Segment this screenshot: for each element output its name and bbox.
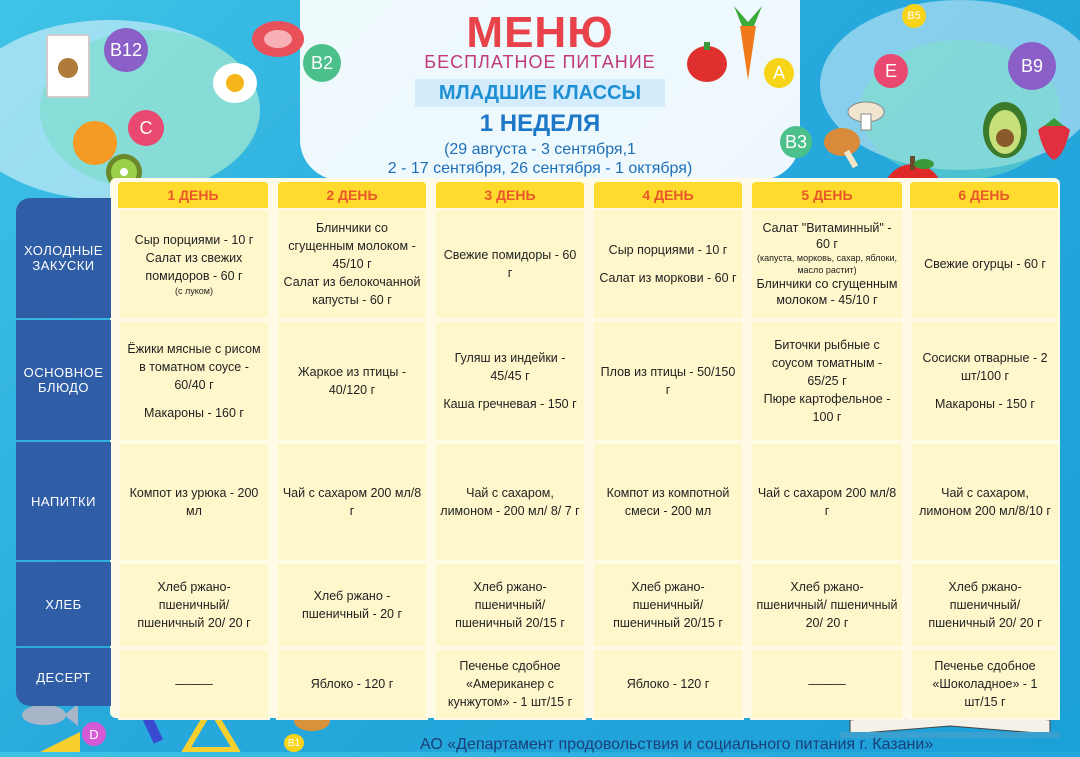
page-title: МЕНЮ [466, 8, 614, 57]
vitamin-b9-label: B9 [1020, 55, 1044, 76]
day-header-label: 6 ДЕНЬ [958, 187, 1010, 203]
cell-main-text: Компот из компотной смеси - 200 мл [606, 486, 730, 518]
cell-extra-text: Салат из свежих помидоров - 60 г [145, 251, 243, 283]
cell-drinks-day6 [910, 442, 1060, 562]
cell-cold-day3 [434, 208, 586, 320]
cell-cold-day2 [276, 208, 428, 320]
vitamin-c-badge [128, 110, 164, 146]
cell-main-text: Хлеб ржано-пшеничный/ пшеничный 20/ 20 г [756, 580, 898, 630]
vitamin-b12-label: B12 [109, 39, 143, 60]
cell-main-text: Биточки рыбные с соусом томатным - 65/25 г [771, 338, 883, 388]
cell-main-text: Хлеб ржано-пшеничный/ пшеничный 20/15 г [455, 580, 565, 630]
vitamin-b12-badge [104, 28, 148, 72]
cell-main-text: Чай с сахаром 200 мл/8 г [282, 486, 422, 518]
cell-dessert-day5 [750, 648, 904, 720]
cell-main-text: Плов из птицы - 50/150 г [600, 365, 736, 397]
day-header-label: 4 ДЕНЬ [642, 187, 694, 203]
day-header-1 [118, 182, 268, 208]
cell-main-text: Блинчики со сгущенным молоком - 45/10 г [288, 221, 416, 271]
cell-drinks-day2 [276, 442, 428, 562]
vitamin-d-label: D [89, 726, 99, 742]
cell-main-text: Ёжики мясные с рисом в томатном соусе - 60/40 г [127, 342, 261, 392]
cell-main-text: Чай с сахаром, лимоном - 200 мл/ 8/ 7 г [440, 486, 580, 518]
day-header-label: 2 ДЕНЬ [326, 187, 378, 203]
row-label-bread [16, 562, 111, 646]
vitamin-b2-badge [303, 44, 341, 82]
vitamin-b3-label: B3 [784, 131, 808, 152]
cell-dessert-day6 [910, 648, 1060, 720]
date-range-line-1: (29 августа - 3 сентября,1 [444, 141, 636, 158]
cell-cold-day4 [592, 208, 744, 320]
cell-main-day2 [276, 320, 428, 442]
footer-organization: АО «Департамент продовольствия и социального питания г. Казани» [420, 736, 934, 753]
cell-main-text: Свежие огурцы - 60 г [924, 257, 1046, 271]
row-label-text: ДЕСЕРТ [36, 669, 91, 685]
vitamin-a-badge [764, 58, 794, 88]
vitamin-b2-label: B2 [310, 52, 334, 73]
cell-main-day5 [750, 320, 904, 442]
row-label-text: ХОЛОДНЫЕ ЗАКУСКИ [24, 243, 103, 273]
cell-main-text: Компот из урюка - 200 мл [129, 486, 259, 518]
row-label-text: НАПИТКИ [31, 493, 96, 509]
cell-main-text: Жаркое из птицы - 40/120 г [297, 365, 406, 397]
cell-extra-text: Макароны - 160 г [144, 406, 244, 420]
cell-dessert-day1 [118, 648, 270, 720]
cell-main-text: Хлеб ржано-пшеничный/ пшеничный 20/15 г [613, 580, 723, 630]
row-label-cold-snacks [16, 198, 111, 318]
avocado-icon [980, 96, 1030, 165]
cell-extra-text: Каша гречневая - 150 г [443, 397, 577, 411]
cell-main-text: Яблоко - 120 г [310, 677, 394, 691]
day-header-label: 3 ДЕНЬ [484, 187, 536, 203]
cell-main-day3 [434, 320, 586, 442]
bell-pepper-icon [684, 40, 730, 89]
vitamin-e-badge [874, 54, 908, 88]
cell-extra-text: Салат из моркови - 60 г [599, 271, 737, 285]
cell-main-text: Хлеб ржано-пшеничный/ пшеничный 20/ 20 г [137, 580, 251, 630]
day-header-5 [752, 182, 902, 208]
vitamin-a-label: A [772, 62, 785, 83]
cell-main-text: Яблоко - 120 г [626, 677, 710, 691]
row-label-text: ХЛЕБ [45, 596, 82, 612]
cell-extra-text: Салат из белокочанной капусты - 60 г [283, 275, 421, 307]
cell-cold-day5 [750, 208, 904, 320]
cell-main-text: Печенье сдобное «Американер с кунжутом» - 1 шт/15 г [447, 659, 573, 709]
milk-carton-icon [46, 34, 90, 98]
date-range-line-2: 2 - 17 сентября, 26 сентября - 1 октября) [387, 160, 693, 177]
row-label-drinks [16, 442, 111, 560]
cell-drinks-day1 [118, 442, 270, 562]
vitamin-b9-badge [1008, 42, 1056, 90]
cell-note-text: (с луком) [175, 286, 213, 296]
vitamin-b5-label: B5 [907, 10, 921, 22]
mushroom-icon [846, 100, 886, 139]
cell-main-text: Печенье сдобное «Шоколадное» - 1 шт/15 г [932, 659, 1038, 709]
vitamin-b3-badge [780, 126, 812, 158]
week-label: 1 НЕДЕЛЯ [479, 110, 601, 137]
cell-main-text: Салат "Витаминный" - 60 г [762, 221, 892, 251]
day-header-6 [910, 182, 1058, 208]
page-subtitle: БЕСПЛАТНОЕ ПИТАНИЕ [424, 52, 656, 72]
cell-cold-day6 [910, 208, 1060, 320]
cell-extra-text: Блинчики со сгущенным молоком - 45/10 г [756, 277, 898, 307]
vitamin-e-label: E [884, 60, 897, 81]
cell-dessert-day3 [434, 648, 586, 720]
cell-bread-day6 [910, 562, 1060, 648]
cell-main-text: Сыр порциями - 10 г [608, 243, 728, 257]
cell-drinks-day5 [750, 442, 904, 562]
cell-dessert-day2 [276, 648, 428, 720]
vitamin-b5-badge [902, 4, 926, 28]
cell-drinks-day3 [434, 442, 586, 562]
cell-extra-text: Пюре картофельное - 100 г [763, 392, 891, 424]
cell-cold-day1 [118, 208, 270, 320]
cell-main-day6 [910, 320, 1060, 442]
cell-main-text: Хлеб ржано-пшеничный/ пшеничный 20/ 20 г [928, 580, 1042, 630]
cell-bread-day4 [592, 562, 744, 648]
row-label-dessert [16, 648, 111, 706]
vitamin-c-label: C [139, 117, 153, 138]
cell-main-text: ——— [808, 677, 846, 691]
cell-main-text: Чай с сахаром 200 мл/8 г [757, 486, 897, 518]
day-header-4 [594, 182, 742, 208]
cell-bread-day3 [434, 562, 586, 648]
cell-main-day4 [592, 320, 744, 442]
cell-dessert-day4 [592, 648, 744, 720]
strawberry-icon [1034, 116, 1074, 167]
cell-main-text: Сосиски отварные - 2 шт/100 г [922, 351, 1048, 383]
cell-drinks-day4 [592, 442, 744, 562]
cell-extra-text: Макароны - 150 г [935, 397, 1035, 411]
cell-main-text: ——— [175, 677, 213, 691]
cell-main-text: Сыр порциями - 10 г [134, 233, 254, 247]
cell-bread-day2 [276, 562, 428, 648]
row-label-main-course [16, 320, 111, 440]
cell-bread-day1 [118, 562, 270, 648]
grade-label: МЛАДШИЕ КЛАССЫ [415, 79, 665, 107]
day-header-2 [278, 182, 426, 208]
row-label-text: ОСНОВНОЕ БЛЮДО [23, 365, 104, 395]
day-header-label: 5 ДЕНЬ [801, 187, 853, 203]
day-header-3 [436, 182, 584, 208]
egg-icon [210, 58, 260, 113]
cell-main-text: Гуляш из индейки - 45/45 г [454, 351, 566, 383]
cell-main-text: Свежие помидоры - 60 г [443, 248, 577, 280]
day-header-label: 1 ДЕНЬ [167, 187, 219, 203]
vitamin-b1-label: B1 [287, 737, 301, 749]
cell-main-text: Хлеб ржано - пшеничный - 20 г [301, 589, 403, 621]
cell-main-day1 [118, 320, 270, 442]
carrot-icon [728, 4, 768, 89]
vitamin-d-badge [82, 722, 106, 746]
cell-bread-day5 [750, 562, 904, 648]
cell-note-text: (капуста, морковь, сахар, яблоки, масло растит) [756, 253, 897, 275]
cell-main-text: Чай с сахаром, лимоном 200 мл/8/10 г [919, 486, 1051, 518]
